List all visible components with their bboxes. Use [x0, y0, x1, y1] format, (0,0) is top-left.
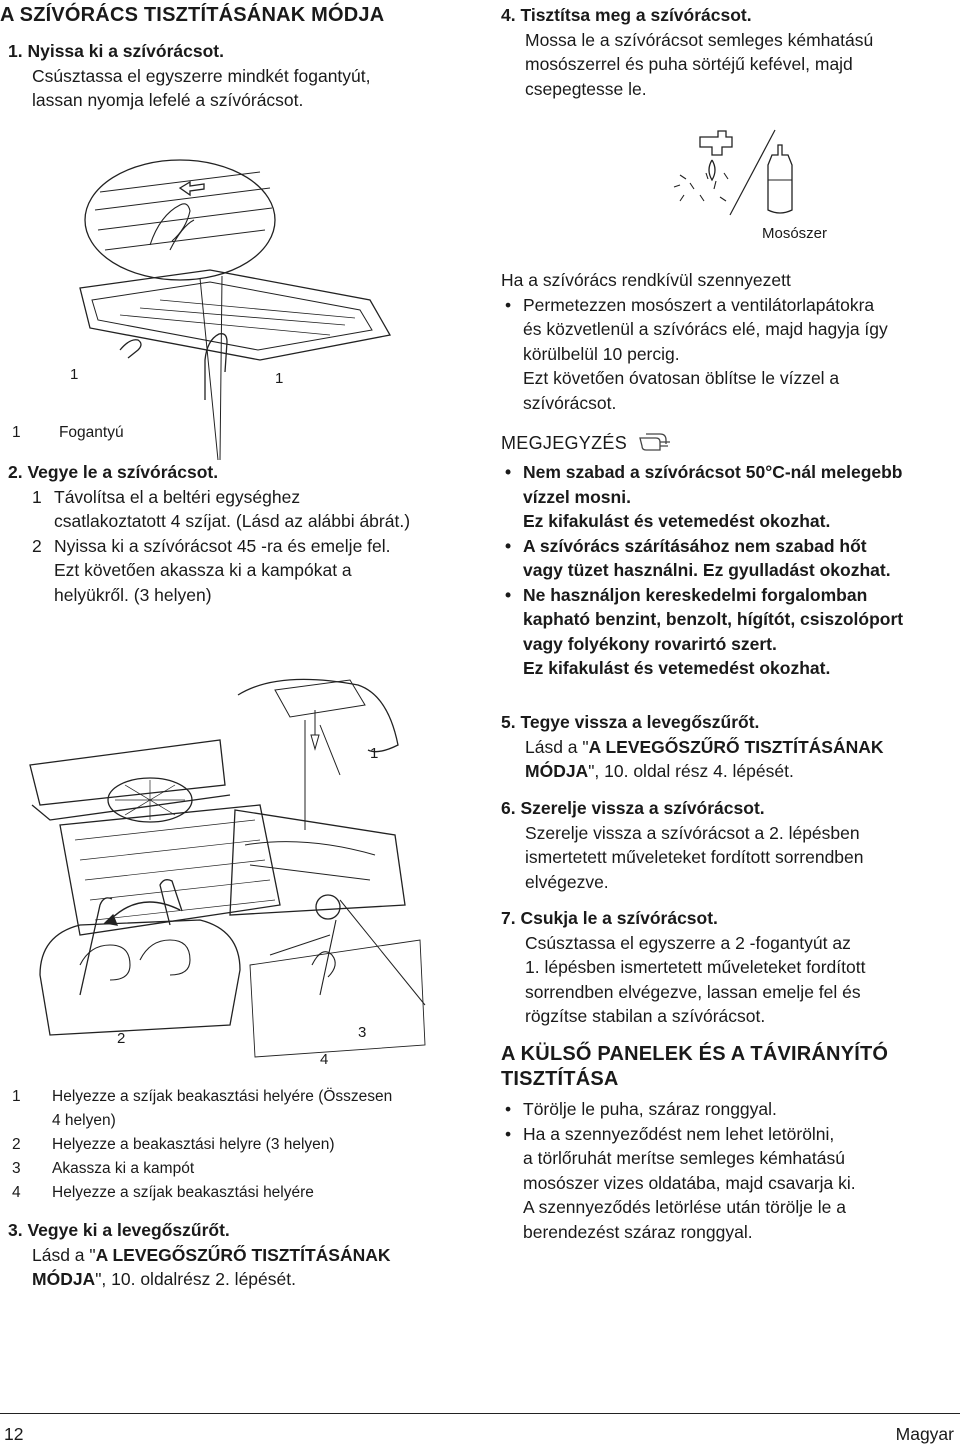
legend-number: 4 [12, 1184, 21, 1201]
legend-line: Helyezze a szíjak beakasztási helyére [52, 1184, 314, 1201]
ref-title: MÓDJA [525, 761, 589, 781]
bullet-line: berendezést száraz ronggyal. [523, 1221, 753, 1242]
legend-number: 1 [12, 1088, 21, 1105]
note-line: vízzel mosni. [523, 486, 631, 507]
step-7-title: 7. Csukja le a szívórácsot. [501, 908, 718, 928]
note-line: kapható benzint, benzolt, hígítót, csiszolóport [523, 609, 904, 629]
callout-2-4: 4 [320, 1051, 329, 1068]
bullet-line: • Permetezzen mosószert a ventilátorlapátokra [523, 294, 875, 315]
callout-1-right: 1 [275, 370, 284, 387]
step-2-title: 2. Vegye le a szívórácsot. [8, 462, 219, 482]
figure-open-grille [0, 150, 420, 400]
note-line: vagy folyékony rovarirtó szert. [523, 633, 777, 654]
step-4-line: csepegtesse le. [525, 78, 647, 99]
step-6-title: 6. Szerelje vissza a szívórácsot. [501, 798, 765, 818]
legend-2 [12, 1085, 482, 1205]
note-heading: MEGJEGYZÉS [501, 433, 628, 453]
arrow-icon [180, 182, 204, 195]
legend-number: 1 [12, 424, 21, 441]
hook-detail [316, 895, 340, 919]
step-5-title: 5. Tegye vissza a levegőszűrőt. [501, 712, 760, 732]
step-4-line: Mossa le a szívórácsot semleges kémhatású [525, 29, 874, 50]
bullet-line: szívórácsot. [523, 392, 617, 413]
step-1-line: Csúsztassa el egyszerre mindkét fogantyút, [32, 65, 371, 86]
faucet-icon [700, 131, 732, 155]
step-2 [8, 460, 468, 607]
legend-line: Helyezze a beakasztási helyre (3 helyen) [52, 1136, 335, 1153]
bullet-line: körülbelül 10 percig. [523, 343, 680, 364]
step-6-line: elvégezve. [525, 871, 609, 892]
figure-remove-grille [20, 665, 460, 1065]
legend-number: 3 [12, 1160, 21, 1177]
legend-row [12, 1133, 482, 1157]
legend-text: Fogantyú [58, 424, 124, 441]
strap-icon [311, 710, 319, 749]
item-line: Nyissa ki a szívórácsot 45 -ra és emelje fel. [54, 535, 391, 556]
note-item [501, 460, 956, 534]
water-drop-icon [709, 160, 715, 180]
bullet-line: • Törölje le puha, száraz ronggyal. [523, 1099, 777, 1119]
note-line: • Ne használjon kereskedelmi forgalomban [523, 584, 868, 605]
curved-arrow-icon [105, 915, 117, 925]
legend-number: 2 [12, 1136, 21, 1153]
detail-box [230, 810, 405, 915]
external-bullets [501, 1097, 956, 1244]
step-1-title: 1. Nyissa ki a szívórácsot. [8, 41, 224, 61]
note-item [501, 583, 956, 681]
callout-1-left: 1 [70, 366, 79, 383]
detail-hooks [40, 920, 240, 1035]
dirty-grille-section [501, 268, 956, 415]
step-5 [501, 710, 956, 784]
note-item [501, 534, 956, 583]
grille-panel [60, 805, 280, 935]
bullet-line: Ezt követően óvatosan öblítse le vízzel a [523, 368, 840, 388]
step-2-item-2 [8, 534, 468, 608]
note-line: Ez kifakulást és vetemedést okozhat. [523, 511, 831, 531]
ref-title: MÓDJA [32, 1269, 96, 1289]
section-heading-grille-cleaning: A SZÍVÓRÁCS TISZTÍTÁSÁNAK MÓDJA [0, 4, 385, 26]
item-line: csatlakoztatott 4 szíjat. (Lásd az alábbi ábrát.) [54, 511, 411, 531]
footer-divider [0, 1413, 960, 1414]
bullet-line: A szennyeződés letörlése után törölje le a [523, 1197, 846, 1217]
legend-1 [12, 421, 124, 445]
step-7-line: Csúsztassa el egyszerre a 2 -fogantyút az [525, 932, 851, 953]
bullet-line: és közvetlenül a szívórács elé, majd hagyja így [523, 319, 888, 339]
step-3-title: 3. Vegye ki a levegőszűrőt. [8, 1220, 230, 1240]
external-item [501, 1097, 956, 1122]
callout-2-3: 3 [358, 1024, 367, 1041]
bullet-line: a törlőruhát merítse semleges kémhatású [523, 1148, 845, 1168]
ref-text: ", 10. oldal rész 4. lépését. [588, 761, 794, 781]
bullet-line: • Ha a szennyeződést nem lehet letörölni, [523, 1123, 835, 1144]
item-line: helyükről. (3 helyen) [54, 584, 212, 605]
legend-row [12, 1157, 482, 1181]
step-7-line: 1. lépésben ismertetett műveleteket fordított [525, 957, 866, 977]
ref-text: ", 10. oldalrész 2. lépését. [95, 1269, 296, 1289]
note-hand-icon [638, 432, 674, 452]
step-1 [8, 39, 458, 113]
dirty-intro: Ha a szívórács rendkívül szennyezett [501, 270, 791, 290]
note-line: • Nem szabad a szívórácsot 50°C-nál melegebb [523, 462, 903, 482]
note-line: vagy tüzet használni. Ez gyulladást okozhat. [523, 560, 891, 580]
step-1-line: lassan nyomja lefelé a szívórácsot. [32, 90, 304, 110]
step-6-line: Szerelje vissza a szívórácsot a 2. lépésben [525, 822, 860, 843]
note-line: Ez kifakulást és vetemedést okozhat. [523, 658, 831, 678]
step-6 [501, 796, 956, 894]
ref-text: Lásd a " [525, 736, 589, 757]
legend-line: 4 helyen) [52, 1112, 116, 1129]
step-7 [501, 906, 956, 1029]
detergent-label: Mosószer [762, 225, 828, 242]
external-item [501, 1122, 956, 1245]
unit-outline [30, 740, 225, 805]
page-number: 12 [4, 1424, 24, 1444]
legend-line: Helyezze a szíjak beakasztási helyére (Összesen [52, 1088, 393, 1105]
note-section [501, 430, 956, 681]
step-4-line: mosószerrel és puha sörtéjű kefével, majd [525, 54, 853, 74]
section-heading-external [501, 1042, 956, 1092]
heading-line: A KÜLSŐ PANELEK ÉS A TÁVIRÁNYÍTÓ [501, 1043, 889, 1065]
step-6-line: ismertetett műveleteket fordított sorrendben [525, 847, 864, 867]
footer-language: Magyar [895, 1424, 954, 1444]
step-4 [501, 3, 956, 101]
callout-2-2: 2 [117, 1030, 126, 1047]
hand-left-icon [120, 340, 141, 358]
ref-text: Lásd a " [32, 1244, 96, 1265]
step-2-item-1 [8, 485, 468, 534]
legend-row [12, 1085, 482, 1133]
item-number: 1 [32, 486, 42, 507]
heading-line: TISZTÍTÁSA [501, 1068, 619, 1090]
step-4-title: 4. Tisztítsa meg a szívórácsot. [501, 5, 752, 25]
detail-strap-top [238, 679, 398, 751]
grille-outline [80, 270, 390, 360]
legend-row [12, 1181, 482, 1205]
hand-icon [312, 920, 336, 995]
ref-title: A LEVEGŐSZŰRŐ TISZTÍTÁSÁNAK [588, 736, 884, 757]
item-line: Távolítsa el a beltéri egységhez [54, 486, 301, 507]
callout-2-1: 1 [370, 745, 379, 762]
figure-washing [660, 125, 840, 225]
step-7-line: sorrendben elvégezve, lassan emelje fel és [525, 981, 861, 1002]
step-3 [8, 1218, 478, 1292]
legend-line: Akassza ki a kampót [52, 1160, 195, 1177]
step-7-line: rögzítse stabilan a szívórácsot. [525, 1006, 766, 1026]
bullet-line: mosószer vizes oldatába, majd csavarja ki. [523, 1172, 856, 1193]
dirty-bullet [501, 293, 956, 416]
item-line: Ezt követően akassza ki a kampókat a [54, 560, 352, 580]
ref-title: A LEVEGŐSZŰRŐ TISZTÍTÁSÁNAK [95, 1244, 391, 1265]
detergent-bottle-icon [768, 145, 792, 213]
item-number: 2 [32, 535, 42, 556]
note-line: • A szívórács szárításához nem szabad hőt [523, 535, 867, 556]
